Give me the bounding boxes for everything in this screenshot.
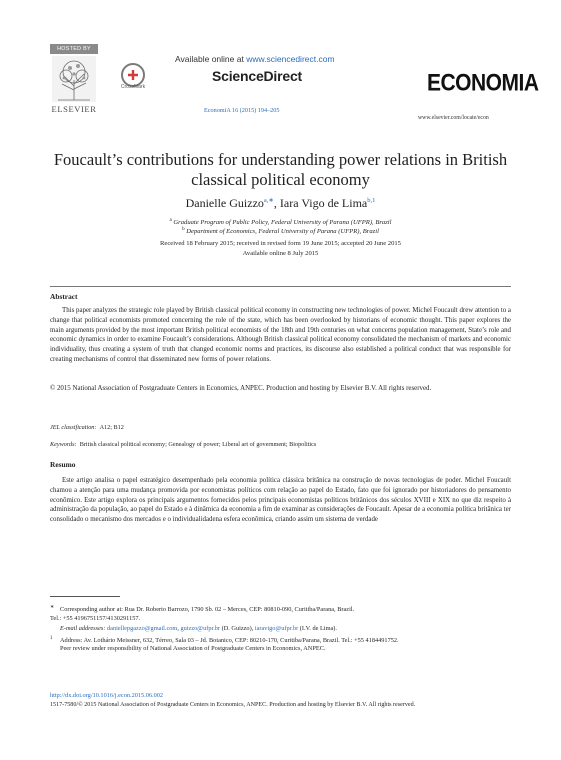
address-mark: 1 (50, 636, 53, 641)
journal-citation-link[interactable]: EconomiA 16 (2015) 194–205 (204, 107, 280, 114)
publisher-name: ELSEVIER (51, 104, 97, 114)
corresponding-footnote (50, 603, 511, 624)
email-1-owner: (D. Guizzo), (220, 625, 255, 632)
received-dates: Received 18 February 2015; received in revised form 19 June 2015; accepted 20 June 2015 (160, 240, 401, 247)
journal-logo: ECONOMIA (427, 70, 539, 97)
affiliation-a-mark: a (169, 218, 172, 223)
available-online-prefix: Available online at (175, 54, 247, 64)
affiliation-a (40, 218, 521, 226)
affiliation-b (40, 227, 521, 235)
journal-url-link[interactable]: www.elsevier.com/locate/econ (418, 115, 489, 121)
crossmark-label: CrossMark (120, 84, 146, 90)
hosted-by-badge: HOSTED BY (50, 44, 98, 54)
author-list (40, 196, 521, 211)
email-3-link[interactable]: iaravigo@ufpr.br (254, 625, 299, 632)
author-separator: , (273, 196, 280, 210)
email-footnote: E-mail addresses: daniellepgazzo@gmail.com, guizzo@ufpr.br (D. Guizzo), iaravigo@ufpr.br (I.V. de Lima). (60, 625, 337, 632)
abstract-text: This paper analyzes the strategic role played by British classical political economy in constructing new technologies of power. Michel Foucault drew attention to a change that political economists promoted concerning the role of the state, which has been overlooked by historians of economic thought. This paper explores the main arguments provided by the most important British political economists of the 18th and 19th centuries on what concerns population management, State’s role and economic dynamics in order to examine Foucault’s considerations. Although British classical political economy consolidated the mechanism of markets and economic individuality, thus creating a system of truth that changed economic norms and practices, its discourse also established a political conduct that was responsible for creating mechanisms of control that disseminated new forms of power relations. (50, 307, 511, 363)
available-date: Available online 8 July 2015 (242, 250, 319, 257)
abstract-copyright: © 2015 National Association of Postgraduate Centers in Economics, ANPEC. Production and hosting by Elsevier B.V. All rights reserved. (50, 385, 432, 392)
sciencedirect-brand: ScienceDirect (212, 68, 303, 84)
corresponding-phone: Tel.: +55 4196751157/4130291157. (50, 615, 141, 623)
email-1-link[interactable]: daniellepgazzo@gmail.com (107, 625, 178, 632)
jel-label: JEL classification: (50, 424, 97, 431)
keywords-text: British classical political economy; Genealogy of power; Liberal art of government; Biopolitics (79, 441, 317, 448)
resumo-text: Este artigo analisa o papel estratégico desempenhado pela economia política clássica britânica na construção de novas tecnologias de poder. Michel Foucault chamou a atenção para uma mudança promovida por economistas políticos com relação ao papel do Estado, fato que foi ignorado por historiadores do pensamento econômico. Este artigo explora os principais argumentos fornecidos pelos principais economistas políticos britânicos dos séculos XVIII e XIX no que diz respeito à administração da população, ao papel do Estado e à dinâmica da economia a fim de examinar as considerações de Foucault. Apesar de a economia política britânica ter consolidado o mecanismo dos mercados e o individualidadena esfera econômica, criando assim um sistema de verdade (50, 477, 511, 524)
affiliation-b-mark: b (182, 227, 185, 232)
doi-link[interactable]: http://dx.doi.org/10.1016/j.econ.2015.06.002 (50, 692, 164, 699)
abstract-heading: Abstract (50, 292, 78, 301)
sciencedirect-link[interactable]: www.sciencedirect.com (246, 54, 335, 64)
affiliation-b-text: Department of Economics, Federal University of Parana (UFPR), Brazil (186, 228, 379, 236)
email-2-owner: (I.V. de Lima). (298, 625, 337, 632)
abstract-top-rule (50, 286, 511, 287)
author-2[interactable]: Iara Vigo de Lima (279, 196, 368, 210)
issn-copyright: 1517-7580/© 2015 National Association of Postgraduate Centers in Economics, ANPEC. Production and hosting by Elsevier B.V. All rights reserved. (50, 702, 416, 708)
author-1[interactable]: Danielle Guizzo (185, 196, 264, 210)
peer-review-note: Peer review under responsibility of National Association of Postgraduate Centers in Economics, ANPEC. (60, 645, 326, 652)
keywords (50, 441, 316, 448)
available-online-line (175, 54, 335, 64)
corresponding-address: Corresponding author at: Rua Dr. Roberto Barrozo, 1790 Sb. 02 – Merces, CEP: 80810-090, Curitiba/Parana, Brazil. (60, 606, 355, 614)
footnote-rule (50, 596, 120, 597)
elsevier-tree-logo-icon (52, 56, 96, 102)
jel-codes: A12; B12 (99, 424, 124, 431)
jel-classification (50, 424, 124, 431)
corresponding-mark: ∗ (50, 605, 55, 610)
author-1-marks[interactable]: a,∗ (263, 197, 274, 204)
article-title: Foucault’s contributions for understanding power relations in British classical political economy (53, 150, 508, 189)
address-text: Address: Av. Lothário Meissner, 632, Térreo, Sala 03 – Jd. Botanico, CEP: 80210-170, Curitiba/Parana, Brazil. Tel.: +55 4184491752. (60, 637, 399, 645)
email-2-link[interactable]: guizzo@ufpr.br (180, 625, 221, 632)
author-2-marks[interactable]: b,1 (367, 197, 376, 204)
email-label: E-mail addresses: (60, 625, 106, 632)
resumo-heading: Resumo (50, 460, 76, 469)
keywords-label: Keywords: (50, 441, 77, 448)
affiliation-a-text: Graduate Program of Public Policy, Federal University of Parana (UFPR), Brazil (173, 219, 392, 227)
